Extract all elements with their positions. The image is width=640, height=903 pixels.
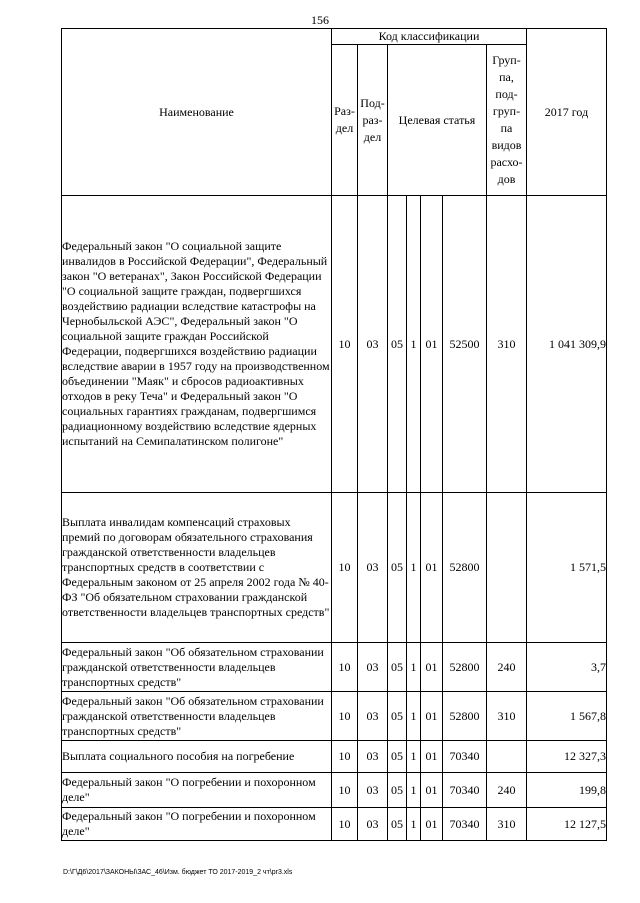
header-year: 2017 год [527, 29, 607, 196]
row-target-4: 70340 [443, 773, 487, 808]
row-target-1: 05 [388, 741, 407, 773]
row-amount: 12 127,5 [527, 808, 607, 841]
row-section: 10 [332, 692, 358, 741]
row-section: 10 [332, 808, 358, 841]
row-target-1: 05 [388, 196, 407, 493]
row-target-3: 01 [421, 741, 443, 773]
row-group: 310 [487, 692, 527, 741]
table-row [62, 773, 607, 808]
row-target-1: 05 [388, 808, 407, 841]
row-section: 10 [332, 493, 358, 643]
row-target-3: 01 [421, 773, 443, 808]
row-group: 310 [487, 196, 527, 493]
row-target-2: 1 [407, 741, 421, 773]
row-section: 10 [332, 773, 358, 808]
row-name: Федеральный закон "О социальной защите инвалидов в Российской Федерации", Федеральный закон "О ветеранах", Закон Российской Федерации "О социальной защите граждан, подвергшихся воздействию радиации вследствие катастрофы на Чернобыльской АЭС", Федеральный закон "О социальной защите граждан Российской Федерации, подвергшихся воздействию радиации вследствие аварии в 1957 году на производственном объединении "Маяк" и сбросов радиоактивных отходов в реку Теча" и Федеральный закон "О социальных гарантиях гражданам, подвергшимся радиационному воздействию вследствие ядерных испытаний на Семипалатинском полигоне" [62, 196, 332, 493]
row-target-2: 1 [407, 773, 421, 808]
row-name: Выплата инвалидам компенсаций страховых премий по договорам обязательного страхования гражданской ответственности владельцев транспортных средств в соответствии с Федеральным законом от 25 апреля 2002 года № 40-ФЗ "Об обязательном страховании гражданской ответственности владельцев транспортных средств" [62, 493, 332, 643]
row-subsection: 03 [358, 196, 388, 493]
row-target-4: 70340 [443, 808, 487, 841]
table-row [62, 196, 607, 493]
header-subsection: Под- раз- дел [358, 45, 388, 196]
row-target-1: 05 [388, 493, 407, 643]
row-group: 240 [487, 773, 527, 808]
row-subsection: 03 [358, 692, 388, 741]
header-target: Целевая статья [388, 45, 487, 196]
header-group: Груп- па, под- груп- па видов расхо- дов [487, 45, 527, 196]
row-section: 10 [332, 196, 358, 493]
table-row [62, 643, 607, 692]
row-subsection: 03 [358, 643, 388, 692]
table-row [62, 808, 607, 841]
row-amount: 199,8 [527, 773, 607, 808]
file-path-footer: D:\Г\Д6\2017\ЗАКОНЫ\ЗАС_46\Изм. бюджет ТО 2017-2019_2 чт\pr3.xls [63, 869, 293, 876]
row-name: Федеральный закон "Об обязательном страховании гражданской ответственности владельцев транспортных средств" [62, 643, 332, 692]
row-section: 10 [332, 643, 358, 692]
row-subsection: 03 [358, 493, 388, 643]
row-target-2: 1 [407, 196, 421, 493]
row-name: Федеральный закон "О погребении и похоронном деле" [62, 773, 332, 808]
row-amount: 1 571,5 [527, 493, 607, 643]
row-name: Федеральный закон "Об обязательном страховании гражданской ответственности владельцев транспортных средств" [62, 692, 332, 741]
table-row [62, 692, 607, 741]
row-target-3: 01 [421, 692, 443, 741]
page-number: 156 [311, 13, 329, 27]
row-amount: 12 327,3 [527, 741, 607, 773]
row-section: 10 [332, 741, 358, 773]
budget-table [61, 28, 607, 841]
row-target-4: 70340 [443, 741, 487, 773]
table-row [62, 493, 607, 643]
row-target-4: 52800 [443, 692, 487, 741]
row-amount: 1 041 309,9 [527, 196, 607, 493]
row-group: 310 [487, 808, 527, 841]
row-target-4: 52500 [443, 196, 487, 493]
row-target-1: 05 [388, 643, 407, 692]
table-row [62, 741, 607, 773]
row-name: Федеральный закон "О погребении и похоронном деле" [62, 808, 332, 841]
header-code: Код классификации [332, 29, 527, 45]
row-target-1: 05 [388, 692, 407, 741]
row-target-2: 1 [407, 808, 421, 841]
row-subsection: 03 [358, 773, 388, 808]
row-name: Выплата социального пособия на погребение [62, 741, 332, 773]
row-target-3: 01 [421, 808, 443, 841]
row-target-1: 05 [388, 773, 407, 808]
row-subsection: 03 [358, 741, 388, 773]
row-target-2: 1 [407, 643, 421, 692]
header-section: Раз- дел [332, 45, 358, 196]
row-subsection: 03 [358, 808, 388, 841]
row-target-3: 01 [421, 643, 443, 692]
header-name: Наименование [62, 29, 332, 196]
row-target-4: 52800 [443, 493, 487, 643]
row-group [487, 493, 527, 643]
row-amount: 3,7 [527, 643, 607, 692]
row-group [487, 741, 527, 773]
row-group: 240 [487, 643, 527, 692]
row-amount: 1 567,8 [527, 692, 607, 741]
row-target-4: 52800 [443, 643, 487, 692]
row-target-3: 01 [421, 196, 443, 493]
row-target-2: 1 [407, 493, 421, 643]
row-target-2: 1 [407, 692, 421, 741]
row-target-3: 01 [421, 493, 443, 643]
